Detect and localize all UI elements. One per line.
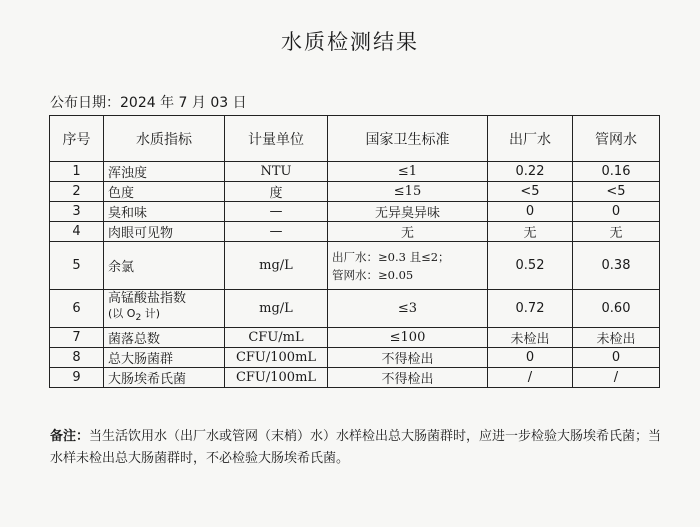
row-no: 2	[50, 182, 104, 202]
table-row	[50, 202, 660, 222]
row-no: 7	[50, 328, 104, 348]
table-row	[50, 222, 660, 242]
indicator-name: 高锰酸盐指数	[108, 291, 187, 307]
row-standard: ≤1	[328, 162, 488, 182]
row-standard: ≤3	[328, 290, 488, 328]
footnote-text: 当生活饮用水（出厂水或管网（末梢）水）水样检出总大肠菌群时，应进一步检验大肠埃希氏菌；当水样未检出总大肠菌群时，不必检验大肠埃希氏菌。	[50, 429, 662, 466]
row-network-value: 0	[573, 348, 660, 368]
row-no: 5	[50, 242, 104, 290]
row-indicator: 总大肠菌群	[104, 348, 225, 368]
table-header-row	[50, 116, 660, 162]
row-network-value: /	[573, 368, 660, 388]
table-row	[50, 328, 660, 348]
row-unit: CFU/100mL	[225, 368, 328, 388]
header-factory-water: 出厂水	[488, 116, 573, 162]
indicator-note	[108, 306, 220, 325]
row-indicator: 臭和味	[104, 202, 225, 222]
row-unit: NTU	[225, 162, 328, 182]
row-factory-value: 0	[488, 348, 573, 368]
header-indicator: 水质指标	[104, 116, 225, 162]
row-network-value: 0.38	[573, 242, 660, 290]
standard-line-factory: 出厂水：≥0.3 且≤2；	[332, 249, 450, 264]
row-network-value: 0.60	[573, 290, 660, 328]
row-indicator: 菌落总数	[104, 328, 225, 348]
row-no: 8	[50, 348, 104, 368]
row-unit: CFU/100mL	[225, 348, 328, 368]
row-factory-value: 未检出	[488, 328, 573, 348]
row-standard: 无	[328, 222, 488, 242]
row-factory-value: 0.72	[488, 290, 573, 328]
header-unit: 计量单位	[225, 116, 328, 162]
row-unit: —	[225, 202, 328, 222]
row-no: 4	[50, 222, 104, 242]
footnote	[50, 426, 670, 470]
row-factory-value: <5	[488, 182, 573, 202]
indicator-note-start: (以 O	[108, 307, 136, 321]
table-row	[50, 348, 660, 368]
row-standard: ≤15	[328, 182, 488, 202]
row-unit: 度	[225, 182, 328, 202]
row-standard: 不得检出	[328, 348, 488, 368]
header-network-water: 管网水	[573, 116, 660, 162]
row-network-value: 0.16	[573, 162, 660, 182]
publish-date: 公布日期：2024 年 7 月 03 日	[50, 95, 247, 111]
header-standard: 国家卫生标准	[328, 116, 488, 162]
row-factory-value: /	[488, 368, 573, 388]
table-row	[50, 182, 660, 202]
row-indicator: 浑浊度	[104, 162, 225, 182]
indicator-note-end: 计)	[141, 307, 161, 321]
row-network-value: 0	[573, 202, 660, 222]
row-standard: ≤100	[328, 328, 488, 348]
row-no: 3	[50, 202, 104, 222]
footnote-label: 备注：	[50, 429, 90, 444]
table-row	[50, 242, 660, 290]
row-network-value: 未检出	[573, 328, 660, 348]
row-unit: —	[225, 222, 328, 242]
row-indicator: 肉眼可见物	[104, 222, 225, 242]
row-standard: 不得检出	[328, 368, 488, 388]
row-factory-value: 无	[488, 222, 573, 242]
row-indicator: 大肠埃希氏菌	[104, 368, 225, 388]
row-standard	[328, 242, 488, 290]
standard-line-network: 管网水：≥0.05	[332, 267, 414, 282]
table-row	[50, 368, 660, 388]
row-factory-value: 0.52	[488, 242, 573, 290]
row-indicator	[104, 290, 225, 328]
row-network-value: 无	[573, 222, 660, 242]
row-no: 9	[50, 368, 104, 388]
row-standard: 无异臭异味	[328, 202, 488, 222]
row-unit: mg/L	[225, 242, 328, 290]
row-factory-value: 0	[488, 202, 573, 222]
row-network-value: <5	[573, 182, 660, 202]
document-title: 水质检测结果	[281, 30, 419, 54]
row-unit: mg/L	[225, 290, 328, 328]
row-unit: CFU/mL	[225, 328, 328, 348]
indicator-note-sub: 2	[135, 312, 142, 324]
row-no: 6	[50, 290, 104, 328]
row-no: 1	[50, 162, 104, 182]
table-row	[50, 162, 660, 182]
row-indicator: 余氯	[104, 242, 225, 290]
row-indicator: 色度	[104, 182, 225, 202]
header-no: 序号	[50, 116, 104, 162]
row-factory-value: 0.22	[488, 162, 573, 182]
table-row	[50, 290, 660, 328]
water-quality-table	[49, 115, 660, 388]
